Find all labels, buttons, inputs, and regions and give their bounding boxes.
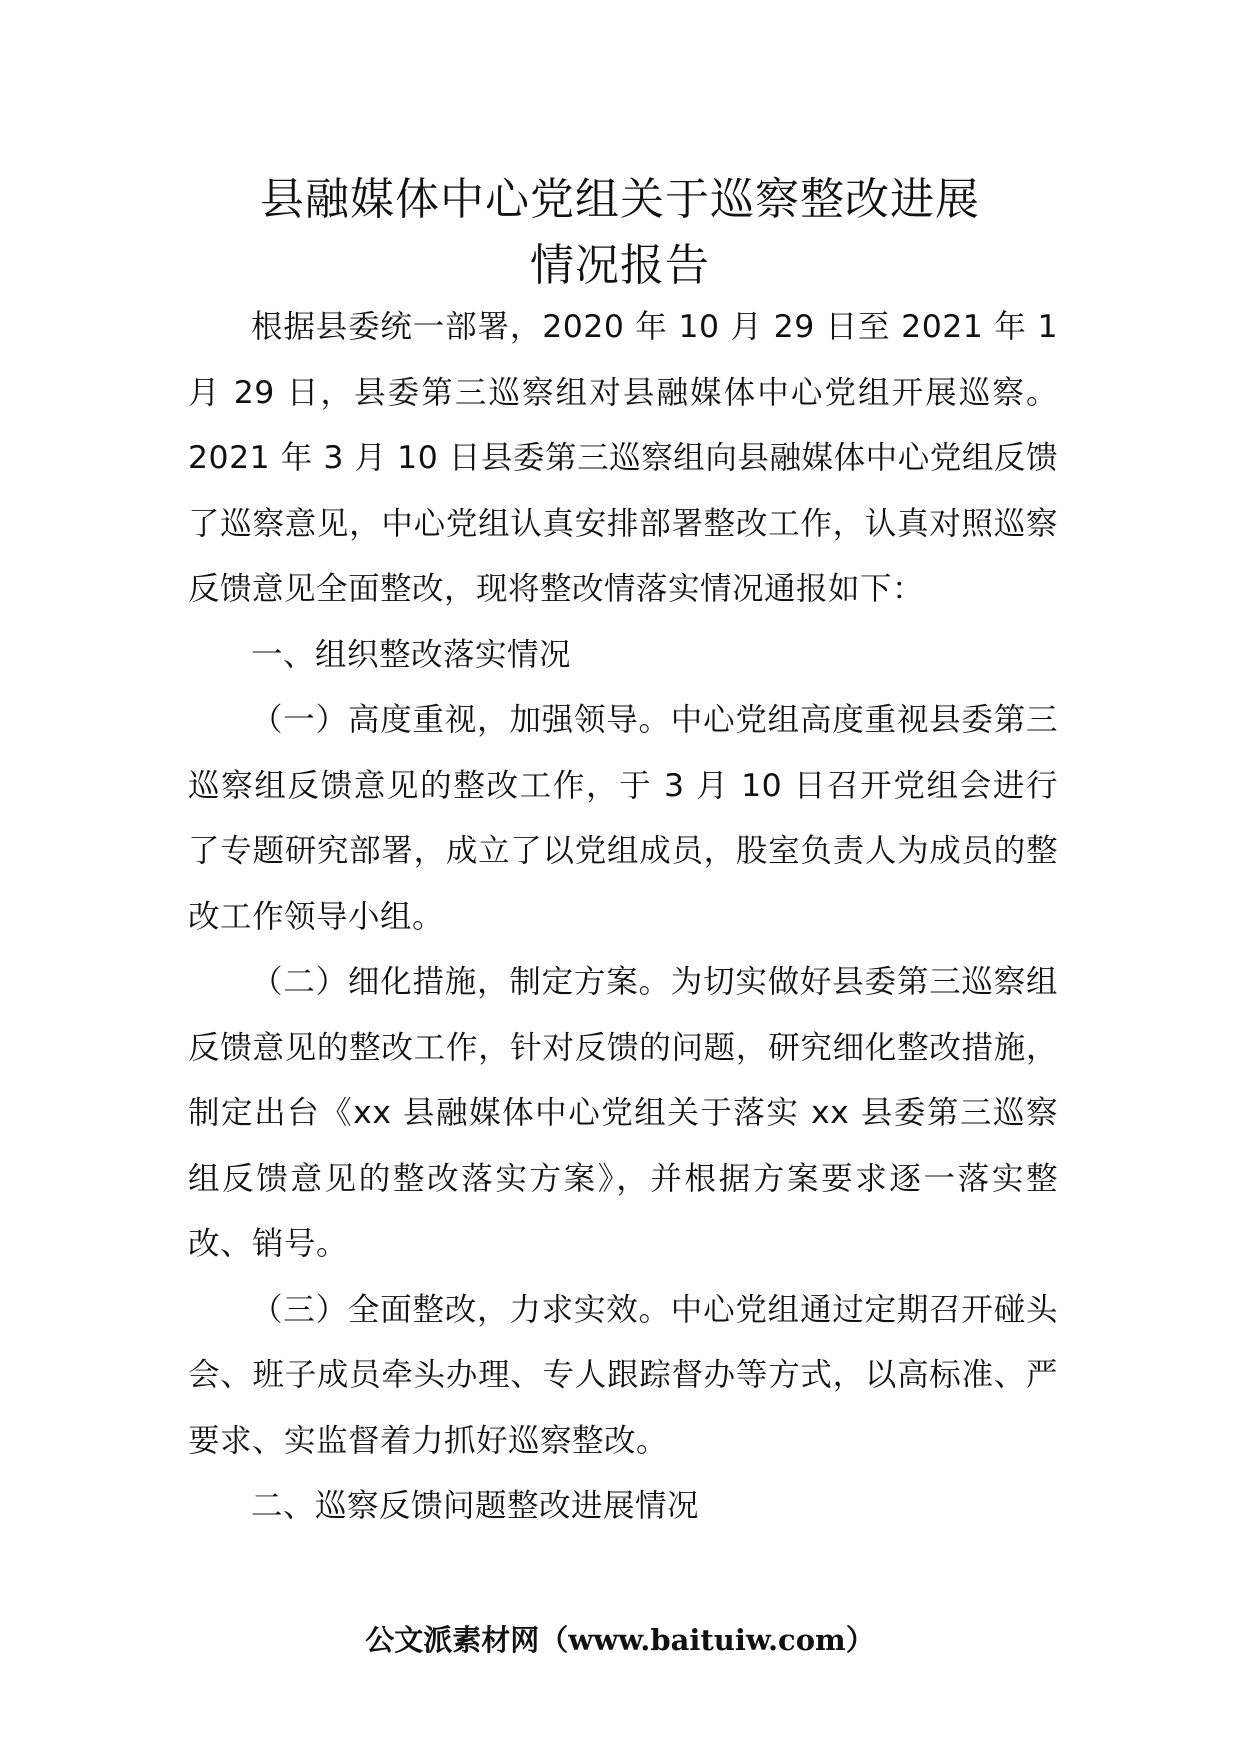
subsection-paragraph-3: （三）全面整改，力求实效。中心党组通过定期召开碰头会、班子成员牵头办理、专人跟踪督办等方式，以高标准、严要求、实监督着力抓好巡察整改。: [188, 1291, 1058, 1459]
document-body: [188, 295, 1058, 1540]
footer-watermark: 公文派素材网（www.baituiw.com）: [365, 1623, 875, 1657]
document-title-line-2: 情况报告: [530, 240, 710, 291]
section-heading-2: 二、巡察反馈问题整改进展情况: [251, 1488, 700, 1524]
document-title-line-1: 县融媒体中心党组关于巡察整改进展: [260, 174, 980, 225]
subsection-paragraph-2: （二）细化措施，制定方案。为切实做好县委第三巡察组反馈意见的整改工作，针对反馈的问题，研究细化整改措施，制定出台《xx 县融媒体中心党组关于落实 xx 县委第三巡察组反馈意见的整改落实方案》，并根据方案要求逐一落实整改、销号。: [188, 964, 1058, 1262]
subsection-paragraph-1: （一）高度重视，加强领导。中心党组高度重视县委第三巡察组反馈意见的整改工作，于 3 月 10 日召开党组会进行了专题研究部署，成立了以党组成员，股室负责人为成员的整改工作领导小组。: [188, 702, 1058, 935]
section-heading-1: 一、组织整改落实情况: [251, 636, 572, 673]
intro-paragraph: 根据县委统一部署，2020 年 10 月 29 日至 2021 年 1 月 29 日，县委第三巡察组对县融媒体中心党组开展巡察。2021 年 3 月 10 日县委第三巡察组向县融媒体中心党组反馈了巡察意见，中心党组认真安排部署整改工作，认真对照巡察反馈意见全面整改，现将整改情落实情况通报如下：: [188, 309, 1058, 607]
